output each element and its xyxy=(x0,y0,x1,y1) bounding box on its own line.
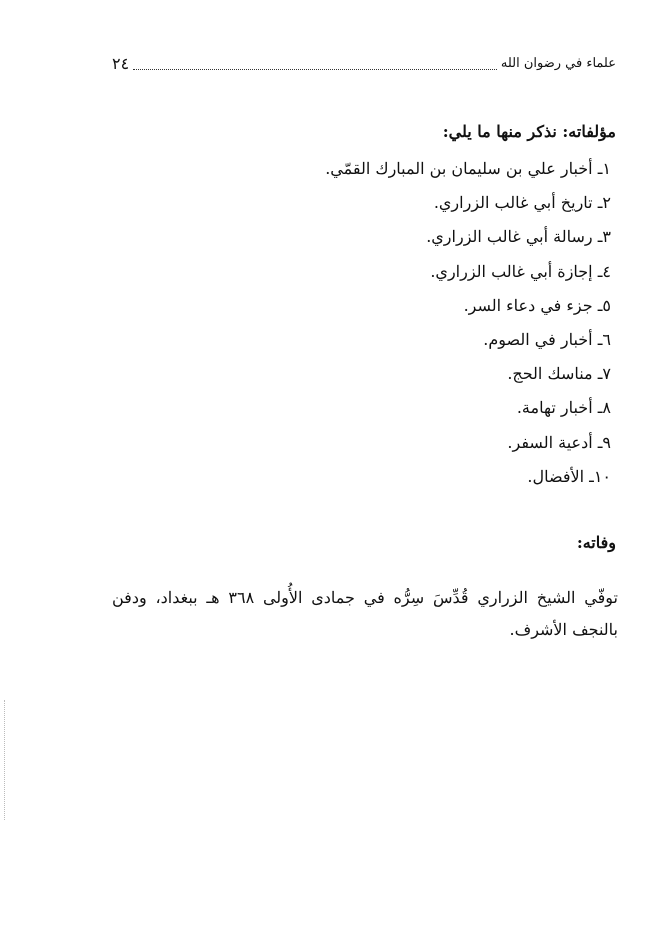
list-item: ٦ـ أخبار في الصوم. xyxy=(483,329,611,349)
list-item: ٢ـ تاريخ أبي غالب الزراري. xyxy=(433,193,611,213)
list-item: ٥ـ جزء في دعاء السر. xyxy=(463,295,611,315)
death-paragraph: توفّي الشيخ الزراري قُدِّسَ سِرُّه في جمادى الأُولى ٣٦٨ هـ ببغداد، ودفن بالنجف الأشرف. xyxy=(112,588,619,639)
death-heading: وفاته: xyxy=(576,533,616,552)
list-item: ٩ـ أدعية السفر. xyxy=(507,432,611,452)
works-list xyxy=(251,152,611,494)
list-item: ١٠ـ الأفضال. xyxy=(527,466,611,486)
list-item: ١ـ أخبار علي بن سليمان بن المبارك القمّي. xyxy=(325,159,611,178)
scan-edge-mark xyxy=(4,700,6,820)
list-item: ٨ـ أخبار تهامة. xyxy=(516,398,611,418)
header-leader-dots xyxy=(133,57,497,70)
running-header xyxy=(112,48,616,78)
works-heading: مؤلفاته: نذكر منها ما يلي: xyxy=(442,122,616,141)
page-number: ٢٤ xyxy=(112,53,130,73)
list-item: ٤ـ إجازة أبي غالب الزراري. xyxy=(430,261,611,281)
list-item: ٣ـ رسالة أبي غالب الزراري. xyxy=(426,227,611,247)
list-item: ٧ـ مناسك الحج. xyxy=(507,364,611,384)
header-title: علماء في رضوان الله xyxy=(500,55,616,71)
